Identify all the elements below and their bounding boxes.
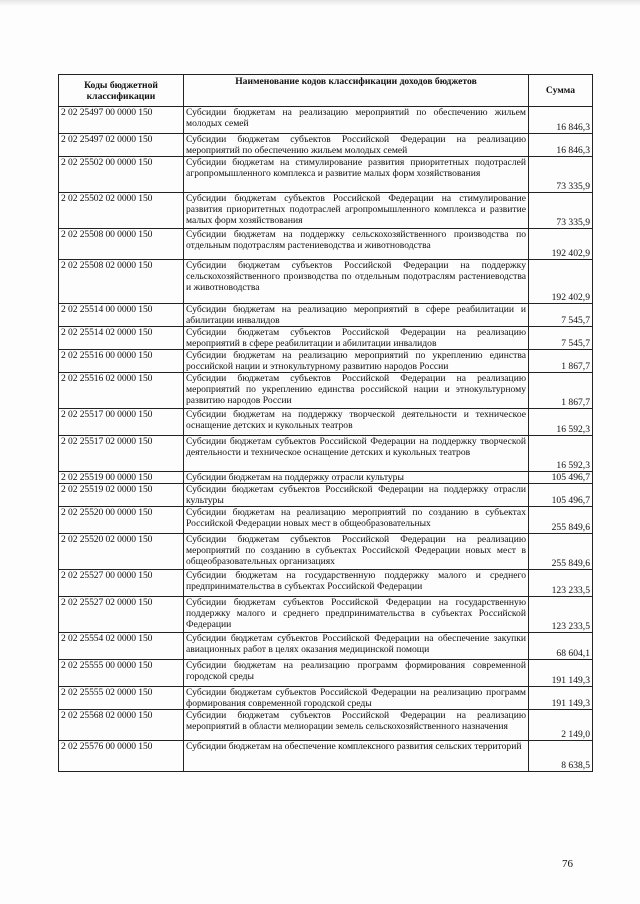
cell-amount: 192 402,9 xyxy=(529,229,593,260)
cell-amount: 105 496,7 xyxy=(529,484,593,507)
cell-amount: 192 402,9 xyxy=(529,260,593,304)
cell-code: 2 02 25517 02 0000 150 xyxy=(59,436,184,472)
cell-code: 2 02 25520 00 0000 150 xyxy=(59,507,184,534)
cell-amount: 255 849,6 xyxy=(529,534,593,570)
cell-amount: 73 335,9 xyxy=(529,193,593,229)
cell-code: 2 02 25554 02 0000 150 xyxy=(59,633,184,660)
cell-amount: 191 149,3 xyxy=(529,660,593,687)
cell-name: Субсидии бюджетам на государственную поддержку малого и среднего предпринимательства в субъектах Российской Федерации xyxy=(184,570,529,597)
cell-name: Субсидии бюджетам на стимулирование развития приоритетных подотраслей агропромышленного комплекса и развитие малых форм хозяйствования xyxy=(184,157,529,193)
cell-name: Субсидии бюджетам субъектов Российской Федерации на реализацию мероприятий в сфере реабилитации и абилитации инвалидов xyxy=(184,327,529,350)
cell-code: 2 02 25497 02 0000 150 xyxy=(59,134,184,157)
cell-name: Субсидии бюджетам субъектов Российской Федерации на обеспечение закупки авиационных работ в целях оказания медицинской помощи xyxy=(184,633,529,660)
table-row xyxy=(59,304,593,327)
cell-amount: 16 592,3 xyxy=(529,436,593,472)
scan-edge xyxy=(0,0,640,6)
cell-name: Субсидии бюджетам субъектов Российской Федерации на государственную поддержку малого и среднего предпринимательства в субъектах Российской Федерации xyxy=(184,597,529,633)
cell-code: 2 02 25514 00 0000 150 xyxy=(59,304,184,327)
table-row xyxy=(59,409,593,436)
cell-code: 2 02 25527 02 0000 150 xyxy=(59,597,184,633)
cell-amount: 16 846,3 xyxy=(529,107,593,134)
table-row xyxy=(59,570,593,597)
cell-name: Субсидии бюджетам субъектов Российской Федерации на реализацию мероприятий по созданию в субъектах Российской Федерации новых мест в общеобразовательных организациях xyxy=(184,534,529,570)
cell-name: Субсидии бюджетам на поддержку отрасли культуры xyxy=(184,472,529,484)
cell-name: Субсидии бюджетам на поддержку творческой деятельности и техническое оснащение детских и кукольных театров xyxy=(184,409,529,436)
header-amount: Сумма xyxy=(529,75,593,107)
cell-code: 2 02 25502 02 0000 150 xyxy=(59,193,184,229)
cell-name: Субсидии бюджетам субъектов Российской Федерации на поддержку отрасли культуры xyxy=(184,484,529,507)
cell-name: Субсидии бюджетам субъектов Российской Федерации на реализацию мероприятий по укреплению единства российской нации и этнокультурному развитию народов России xyxy=(184,373,529,409)
cell-name: Субсидии бюджетам субъектов Российской Федерации на реализацию программ формирования современной городской среды xyxy=(184,687,529,710)
table-row xyxy=(59,260,593,304)
table-row xyxy=(59,157,593,193)
cell-amount: 7 545,7 xyxy=(529,327,593,350)
table-row xyxy=(59,741,593,772)
cell-code: 2 02 25519 00 0000 150 xyxy=(59,472,184,484)
cell-amount: 7 545,7 xyxy=(529,304,593,327)
cell-code: 2 02 25555 02 0000 150 xyxy=(59,687,184,710)
cell-name: Субсидии бюджетам субъектов Российской Федерации на реализацию мероприятий в области мелиорации земель сельскохозяйственного назначения xyxy=(184,710,529,741)
cell-code: 2 02 25508 00 0000 150 xyxy=(59,229,184,260)
cell-amount: 8 638,5 xyxy=(529,741,593,772)
cell-amount: 16 592,3 xyxy=(529,409,593,436)
cell-code: 2 02 25517 00 0000 150 xyxy=(59,409,184,436)
table-row xyxy=(59,134,593,157)
table-row xyxy=(59,327,593,350)
table-row xyxy=(59,350,593,373)
cell-amount: 16 846,3 xyxy=(529,134,593,157)
cell-amount: 2 149,0 xyxy=(529,710,593,741)
cell-code: 2 02 25527 00 0000 150 xyxy=(59,570,184,597)
cell-name: Субсидии бюджетам на реализацию мероприятий по обеспечению жильем молодых семей xyxy=(184,107,529,134)
cell-code: 2 02 25516 02 0000 150 xyxy=(59,373,184,409)
cell-code: 2 02 25514 02 0000 150 xyxy=(59,327,184,350)
cell-name: Субсидии бюджетам на реализацию мероприятий по созданию в субъектах Российской Федерации новых мест в общеобразовательных xyxy=(184,507,529,534)
table-body xyxy=(59,107,593,772)
cell-name: Субсидии бюджетам на поддержку сельскохозяйственного производства по отдельным подотраслям растениеводства и животноводства xyxy=(184,229,529,260)
table-row xyxy=(59,193,593,229)
cell-name: Субсидии бюджетам на реализацию мероприятий по укреплению единства российской нации и этнокультурному развитию народов России xyxy=(184,350,529,373)
cell-amount: 1 867,7 xyxy=(529,350,593,373)
table-row xyxy=(59,472,593,484)
cell-amount: 255 849,6 xyxy=(529,507,593,534)
table-row xyxy=(59,107,593,134)
header-name: Наименование кодов классификации доходов бюджетов xyxy=(184,75,529,107)
cell-code: 2 02 25576 00 0000 150 xyxy=(59,741,184,772)
cell-amount: 105 496,7 xyxy=(529,472,593,484)
cell-amount: 68 604,1 xyxy=(529,633,593,660)
cell-code: 2 02 25497 00 0000 150 xyxy=(59,107,184,134)
table-row xyxy=(59,484,593,507)
table-row xyxy=(59,507,593,534)
table-row xyxy=(59,229,593,260)
cell-amount: 191 149,3 xyxy=(529,687,593,710)
table-row xyxy=(59,687,593,710)
header-code: Коды бюджетной классификации xyxy=(59,75,184,107)
cell-name: Субсидии бюджетам на обеспечение комплексного развития сельских территорий xyxy=(184,741,529,772)
cell-name: Субсидии бюджетам субъектов Российской Федерации на поддержку сельскохозяйственного производства по отдельным подотраслям растениеводства и животноводства xyxy=(184,260,529,304)
cell-code: 2 02 25520 02 0000 150 xyxy=(59,534,184,570)
table-row xyxy=(59,436,593,472)
table-row xyxy=(59,534,593,570)
cell-code: 2 02 25555 00 0000 150 xyxy=(59,660,184,687)
cell-amount: 123 233,5 xyxy=(529,570,593,597)
cell-name: Субсидии бюджетам на реализацию мероприятий в сфере реабилитации и абилитации инвалидов xyxy=(184,304,529,327)
cell-code: 2 02 25516 00 0000 150 xyxy=(59,350,184,373)
budget-table xyxy=(58,74,593,772)
table-row xyxy=(59,633,593,660)
cell-code: 2 02 25508 02 0000 150 xyxy=(59,260,184,304)
cell-name: Субсидии бюджетам субъектов Российской Федерации на реализацию мероприятий по обеспечению жильем молодых семей xyxy=(184,134,529,157)
cell-amount: 73 335,9 xyxy=(529,157,593,193)
cell-code: 2 02 25502 00 0000 150 xyxy=(59,157,184,193)
page-number: 76 xyxy=(562,858,573,870)
table-row xyxy=(59,660,593,687)
cell-name: Субсидии бюджетам на реализацию программ формирования современной городской среды xyxy=(184,660,529,687)
cell-amount: 1 867,7 xyxy=(529,373,593,409)
cell-code: 2 02 25568 02 0000 150 xyxy=(59,710,184,741)
table-row xyxy=(59,597,593,633)
table-row xyxy=(59,373,593,409)
cell-name: Субсидии бюджетам субъектов Российской Федерации на стимулирование развития приоритетных подотраслей агропромышленного комплекса и развитие малых форм хозяйствования xyxy=(184,193,529,229)
table-row xyxy=(59,710,593,741)
cell-amount: 123 233,5 xyxy=(529,597,593,633)
header-row xyxy=(59,75,593,107)
cell-code: 2 02 25519 02 0000 150 xyxy=(59,484,184,507)
table-header xyxy=(59,75,593,107)
cell-name: Субсидии бюджетам субъектов Российской Федерации на поддержку творческой деятельности и техническое оснащение детских и кукольных театров xyxy=(184,436,529,472)
